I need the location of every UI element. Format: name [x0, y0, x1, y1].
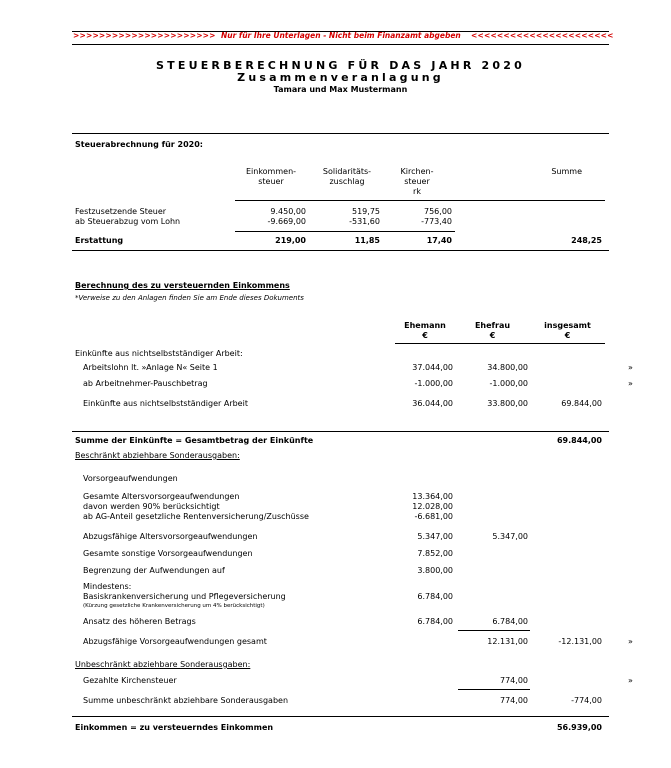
ref-arrow[interactable]: »	[628, 637, 633, 646]
tax-bottom-rule	[72, 250, 609, 251]
ansatz-label: Ansatz des höheren Betrags	[83, 617, 196, 626]
ref-arrow[interactable]: »	[628, 363, 633, 372]
banner-notice: Nur für Ihre Unterlagen - Nicht beim Finanzamt abgeben	[221, 31, 461, 40]
eink-g: 69.844,00	[561, 399, 602, 408]
col-header-summe: Summe	[551, 167, 582, 176]
abz-vor-g: -12.131,00	[558, 637, 602, 646]
col-ehefrau: Ehefrau €	[474, 321, 511, 340]
tax-row2-soli: -531,60	[349, 217, 380, 226]
ansatz-a: 6.784,00	[417, 617, 453, 626]
col-header-est: Einkommen- steuer	[245, 167, 297, 186]
alt-line3: ab AG-Anteil gesetzliche Rentenversicherung/Zuschüsse	[83, 512, 309, 521]
ansatz-b: 6.784,00	[492, 617, 528, 626]
col-header-kirche: Kirchen- steuer rk	[400, 167, 434, 196]
lohn-f: 34.800,00	[487, 363, 528, 372]
begr-value: 3.800,00	[417, 566, 453, 575]
summe-g: 69.844,00	[556, 436, 602, 445]
min-line2: Basiskrankenversicherung und Pflegeversicherung	[83, 592, 286, 601]
tax-row1-soli: 519,75	[352, 207, 380, 216]
banner-rule	[72, 44, 609, 45]
income-header-rule	[395, 343, 605, 344]
tax-total-est: 219,00	[275, 236, 306, 245]
page-subtitle: Zusammenveranlagung	[237, 71, 444, 84]
min-value: 6.784,00	[417, 592, 453, 601]
eink-f: 33.800,00	[487, 399, 528, 408]
tax-row1-est: 9.450,00	[270, 207, 306, 216]
eink-label: Einkünfte aus nichtselbstständiger Arbeit	[83, 399, 248, 408]
alt3-value: -6.681,00	[414, 512, 453, 521]
lohn-m: 37.044,00	[412, 363, 453, 372]
sonst-label: Gesamte sonstige Vorsorgeaufwendungen	[83, 549, 253, 558]
pausch-f: -1.000,00	[489, 379, 528, 388]
pausch-label: ab Arbeitnehmer-Pauschbetrag	[83, 379, 208, 388]
col-insgesamt: insgesamt €	[544, 321, 591, 340]
zve-rule	[72, 716, 609, 717]
summe-label: Summe der Einkünfte = Gesamtbetrag der Einkünfte	[75, 436, 314, 445]
tax-row1-kirche: 756,00	[424, 207, 452, 216]
ba-heading: Beschränkt abziehbare Sonderausgaben:	[75, 451, 240, 460]
vorsorge-label: Vorsorgeaufwendungen	[83, 474, 178, 483]
tax-row2-est: -9.669,00	[267, 217, 306, 226]
zve-value: 56.939,00	[556, 723, 602, 732]
abz-alt-a: 5.347,00	[417, 532, 453, 541]
taxpayer-names: Tamara und Max Mustermann	[273, 85, 408, 94]
lohn-label: Arbeitslohn lt. »Anlage N« Seite 1	[83, 363, 218, 372]
kirche-value: 774,00	[500, 676, 528, 685]
col-ehemann: Ehemann €	[404, 321, 446, 340]
income-heading: Berechnung des zu versteuernden Einkommens	[75, 281, 290, 290]
nsa-heading: Einkünfte aus nichtselbstständiger Arbeit:	[75, 349, 243, 358]
tax-total-kirche: 17,40	[426, 236, 452, 245]
section-rule	[72, 133, 609, 134]
pausch-m: -1.000,00	[414, 379, 453, 388]
summe-rule	[72, 431, 609, 432]
banner-left-arrows: >>>>>>>>>>>>>>>>>>>>>>	[73, 31, 216, 40]
tax-heading: Steuerabrechnung für 2020:	[75, 140, 203, 149]
eink-m: 36.044,00	[412, 399, 453, 408]
sum-ua-g: -774,00	[571, 696, 602, 705]
alt-line1: Gesamte Altersvorsorgeaufwendungen	[83, 492, 240, 501]
income-note: *Verweise zu den Anlagen finden Sie am Ende dieses Dokuments	[75, 294, 304, 302]
alt2-value: 12.028,00	[412, 502, 453, 511]
begr-label: Begrenzung der Aufwendungen auf	[83, 566, 225, 575]
ref-arrow[interactable]: »	[628, 379, 633, 388]
ansatz-rule	[458, 630, 530, 631]
alt1-value: 13.364,00	[412, 492, 453, 501]
kirche-label: Gezahlte Kirchensteuer	[83, 676, 177, 685]
sum-ua-b: 774,00	[500, 696, 528, 705]
sonst-value: 7.852,00	[417, 549, 453, 558]
alt-line2: davon werden 90% berücksichtigt	[83, 502, 220, 511]
zve-label: Einkommen = zu versteuerndes Einkommen	[75, 723, 274, 732]
tax-row2-kirche: -773,40	[421, 217, 452, 226]
page-title: STEUERBERECHNUNG FÜR DAS JAHR 2020	[156, 59, 525, 72]
banner-right-arrows: <<<<<<<<<<<<<<<<<<<<<<	[471, 31, 614, 40]
min-line3: (Kürzung gesetzliche Krankenversicherung um 4% berücksichtigt)	[83, 603, 265, 609]
abz-alt-label: Abzugsfähige Altersvorsorgeaufwendungen	[83, 532, 258, 541]
total-rule	[235, 231, 455, 232]
abz-alt-b: 5.347,00	[492, 532, 528, 541]
abz-vor-label: Abzugsfähige Vorsorgeaufwendungen gesamt	[83, 637, 267, 646]
ua-heading: Unbeschränkt abziehbare Sonderausgaben:	[75, 660, 251, 669]
tax-total-summe: 248,25	[571, 236, 602, 245]
tax-row1-label: Festzusetzende Steuer	[75, 207, 167, 216]
tax-total-label: Erstattung	[75, 236, 124, 245]
sum-ua-label: Summe unbeschränkt abziehbare Sonderausgaben	[83, 696, 289, 705]
tax-row2-label: ab Steuerabzug vom Lohn	[75, 217, 181, 226]
col-header-soli: Solidaritäts- zuschlag	[322, 167, 372, 186]
tax-total-soli: 11,85	[354, 236, 380, 245]
abz-vor-b: 12.131,00	[487, 637, 528, 646]
min-line1: Mindestens:	[83, 582, 132, 591]
tax-table-rule	[235, 200, 605, 201]
ref-arrow[interactable]: »	[628, 676, 633, 685]
kirche-rule	[458, 689, 530, 690]
